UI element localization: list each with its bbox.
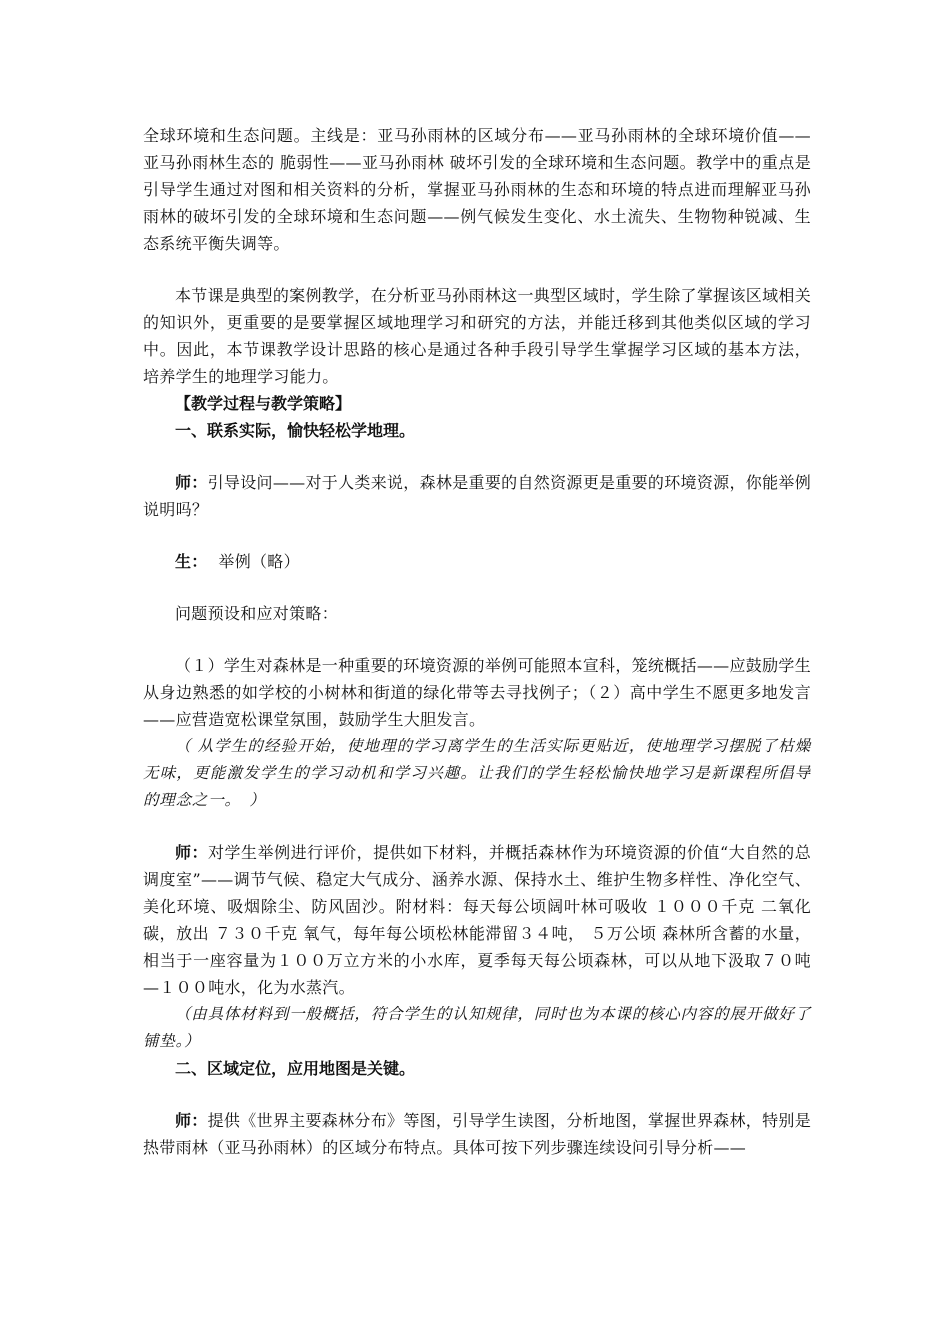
section-2-heading: 二、区域定位，应用地图是关键。 xyxy=(175,1059,416,1078)
process-heading: 【教学过程与教学策略】 xyxy=(175,394,352,413)
section-1-heading: 一、联系实际，愉快轻松学地理。 xyxy=(175,421,416,440)
teaching-note-1: （ 从学生的经验开始，使地理的学习离学生的生活实际更贴近，使地理学习摆脱了枯燥无味，更能激发学生的学习动机和学习兴趣。让我们的学生轻松愉快地学习是新课程所倡导的理念之一。 ） xyxy=(143,737,811,809)
document-page xyxy=(143,122,811,1161)
teacher-label: 师： xyxy=(175,1111,208,1130)
student-response-text: 举例（略） xyxy=(218,552,300,571)
student-response xyxy=(143,548,811,575)
teacher-material-text: 对学生举例进行评价，提供如下材料，并概括森林作为环境资源的价值“大自然的总调度室”——调节气候、稳定大气成分、涵养水源、保持水土、维护生物多样性、净化空气、美化环境、吸烟除尘、防风固沙。附材料：每天每公顷阔叶林可吸收 １０００千克 二氧化碳，放出 ７３０千克 氧气，每年每公顷松林能滞留３４吨， ５万公顷 森林所含蓄的水量，相当于一座容量为１００万立方米的小水库，夏季每天每公顷森林，可以从地下汲取７０吨—１００吨水，化为水蒸汽。 xyxy=(143,843,811,997)
intro-paragraph: 全球环境和生态问题。主线是：亚马孙雨林的区域分布——亚马孙雨林的全球环境价值——亚马孙雨林生态的 脆弱性——亚马孙雨林 破坏引发的全球环境和生态问题。教学中的重点是引导学生通过对图和相关资料的分析，掌握亚马孙雨林的生态和环境的特点进而理解亚马孙雨林的破坏引发的全球环境和生态问题——例气候发生变化、水土流失、生物物种锐减、生态系统平衡失调等。 xyxy=(143,126,811,253)
teacher-map-text: 提供《世界主要森林分布》等图，引导学生读图，分析地图，掌握世界森林，特别是热带雨林（亚马孙雨林）的区域分布特点。具体可按下列步骤连续设问引导分析—— xyxy=(143,1111,811,1157)
student-label: 生： xyxy=(175,552,208,571)
strategy-label: 问题预设和应对策略： xyxy=(175,604,339,623)
teacher-prompt-3 xyxy=(143,1107,811,1161)
teacher-prompt-text: 引导设问——对于人类来说，森林是重要的自然资源更是重要的环境资源，你能举例说明吗？ xyxy=(143,473,811,519)
teacher-prompt-1 xyxy=(143,469,811,523)
strategy-paragraph: （１）学生对森林是一种重要的环境资源的举例可能照本宣科，笼统概括——应鼓励学生从身边熟悉的如学校的小树林和街道的绿化带等去寻找例子；（２）高中学生不愿更多地发言——应营造宽松课堂氛围，鼓励学生大胆发言。 xyxy=(143,656,811,729)
teacher-label: 师： xyxy=(175,843,209,862)
teaching-note-2: （由具体材料到一般概括，符合学生的认知规律，同时也为本课的核心内容的展开做好了铺垫。） xyxy=(143,1005,811,1050)
teacher-prompt-2 xyxy=(143,839,811,1001)
teacher-label: 师： xyxy=(175,473,208,492)
case-teaching-paragraph: 本节课是典型的案例教学，在分析亚马孙雨林这一典型区域时，学生除了掌握该区域相关的知识外，更重要的是要掌握区域地理学习和研究的方法，并能迁移到其他类似区域的学习中。因此，本节课教学设计思路的核心是通过各种手段引导学生掌握学习区域的基本方法，培养学生的地理学习能力。 xyxy=(143,286,811,386)
